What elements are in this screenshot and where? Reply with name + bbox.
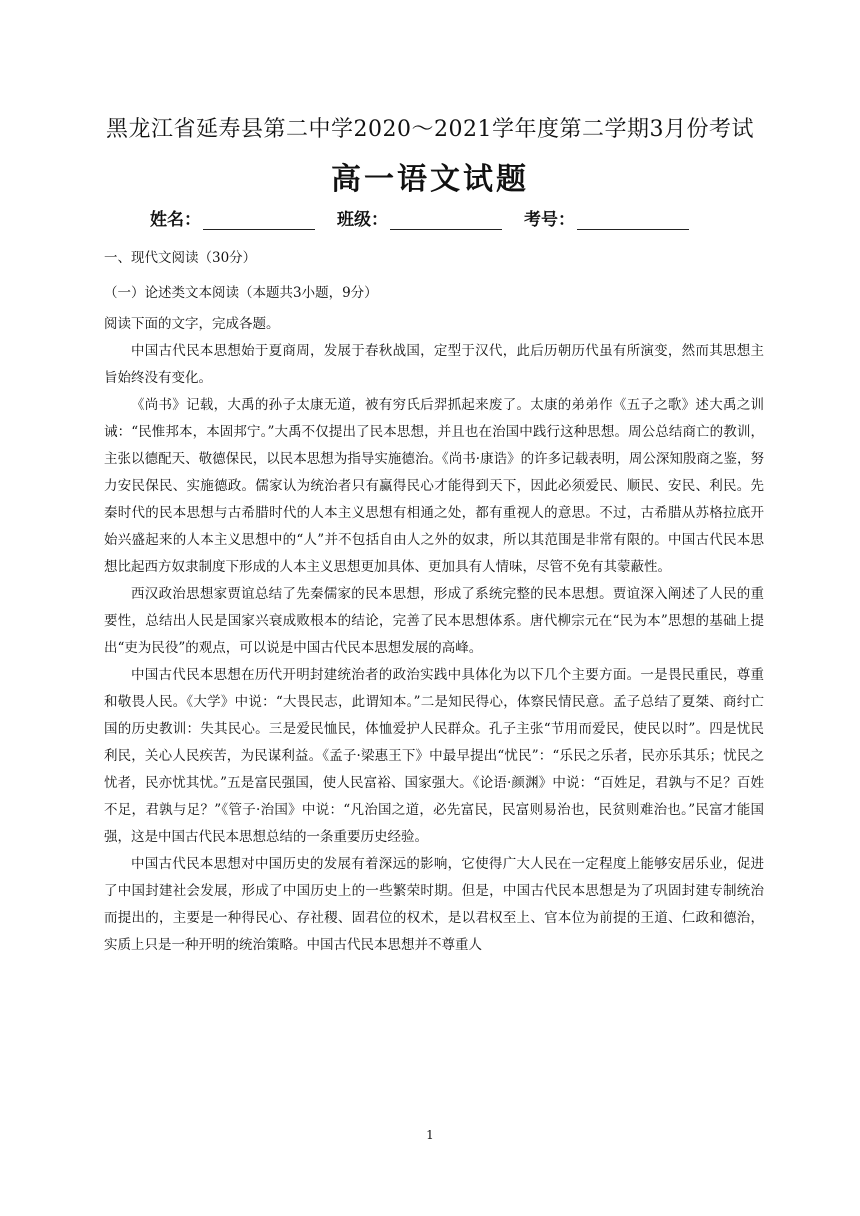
student-info-row — [150, 205, 750, 230]
paragraph-5: 中国古代民本思想对中国历史的发展有着深远的影响，它使得广大人民在一定程度上能够安居乐业，促进了中国封建社会发展，形成了中国历史上的一些繁荣时期。但是，中国古代民本思想是为了巩固封建专制统治而提出的，主要是一种得民心、存社稷、固君位的权术，是以君权至上、官本位为前提的王道、仁政和德治，实质上只是一种开明的统治策略。中国古代民本思想并不尊重人 — [104, 856, 764, 953]
paragraph-2: 《尚书》记载，大禹的孙子太康无道，被有穷氏后羿抓起来废了。太康的弟弟作《五子之歌》述大禹之训诫：“民惟邦本，本固邦宁。”大禹不仅提出了民本思想，并且也在治国中践行这种思想。周公总结商亡的教训，主张以德配天、敬德保民，以民本思想为指导实施德治。《尚书·康诰》的许多记载表明，周公深知殷商之鉴，努力安民保民、实施德政。儒家认为统治者只有赢得民心才能得到天下，因此必须爱民、顺民、安民、利民。先秦时代的民本思想与古希腊时代的人本主义思想有相通之处，都有重视人的意思。不过，古希腊从苏格拉底开始兴盛起来的人本主义思想中的“人”并不包括自由人之外的奴隶，所以其范围是非常有限的。中国古代民本思想比起西方奴隶制度下形成的人本主义思想更加具体、更加具有人情味，尽管不免有其蒙蔽性。 — [104, 397, 764, 575]
exam-id-field — [524, 205, 689, 230]
exam-subtitle: 高一语文试题 — [331, 162, 529, 197]
exam-title: 黑龙江省延寿县第二中学2020～2021学年度第二学期3月份考试 — [106, 117, 754, 142]
subsection-heading: （一）论述类文本阅读（本题共3小题，9分） — [104, 285, 378, 301]
reading-section — [104, 245, 764, 959]
class-field — [337, 205, 502, 230]
exam-id-label: 考号： — [524, 210, 575, 230]
name-blank[interactable] — [203, 211, 315, 230]
name-label: 姓名： — [150, 210, 201, 230]
paragraph-4: 中国古代民本思想在历代开明封建统治者的政治实践中具体化为以下几个主要方面。一是畏民重民，尊重和敬畏人民。《大学》中说：“大畏民志，此谓知本。”二是知民得心，体察民情民意。孟子总结了夏桀、商纣亡国的历史教训：失其民心。三是爱民恤民，体恤爱护人民群众。孔子主张“节用而爱民，使民以时”。四是忧民利民，关心人民疾苦，为民谋利益。《孟子·梁惠王下》中最早提出“忧民”：“乐民之乐者，民亦乐其乐；忧民之忧者，民亦忧其忧。”五是富民强国，使人民富裕、国家强大。《论语·颜渊》中说：“百姓足，君孰与不足？百姓不足，君孰与足？”《管子·治国》中说：“凡治国之道，必先富民，民富则易治也，民贫则难治也。”民富才能国强，这是中国古代民本思想总结的一条重要历史经验。 — [104, 667, 764, 845]
paragraph-3: 西汉政治思想家贾谊总结了先秦儒家的民本思想，形成了系统完整的民本思想。贾谊深入阐述了人民的重要性，总结出人民是国家兴衰成败根本的结论，完善了民本思想体系。唐代柳宗元在“民为本”思想的基础上提出“吏为民役”的观点，可以说是中国古代民本思想发展的高峰。 — [104, 586, 764, 656]
class-blank[interactable] — [390, 211, 502, 230]
name-field — [150, 205, 315, 230]
instruction-text: 阅读下面的文字，完成各题。 — [104, 316, 280, 332]
section-heading: 一、现代文阅读（30分） — [104, 250, 257, 266]
class-label: 班级： — [337, 210, 388, 230]
page-number: 1 — [426, 1128, 434, 1142]
exam-id-blank[interactable] — [577, 211, 689, 230]
paragraph-1: 中国古代民本思想始于夏商周，发展于春秋战国，定型于汉代，此后历朝历代虽有所演变，然而其思想主旨始终没有变化。 — [104, 343, 764, 386]
